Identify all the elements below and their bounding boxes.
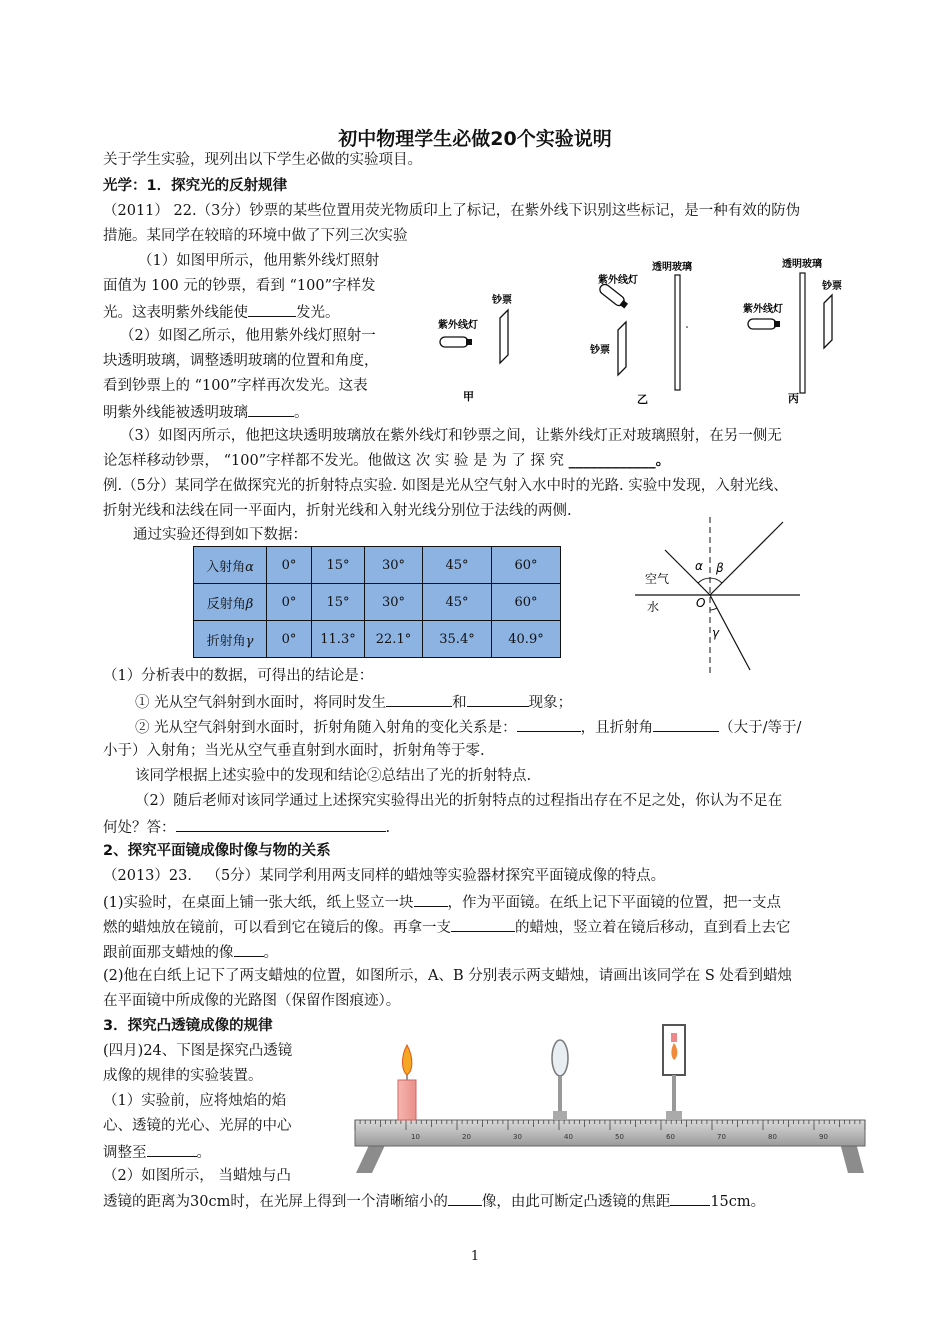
figure-label-jia: 甲 [463,390,474,403]
origin-label: O [696,596,706,610]
blank[interactable] [386,691,452,707]
table-cell: 60° [492,547,561,584]
banknote-label: 钞票 [492,295,512,306]
table-cell: 11.3° [312,621,365,658]
glass-icon [675,275,680,390]
ruler-tick-label: 90 [819,1133,828,1141]
alpha-label: α [695,559,703,573]
blank[interactable] [248,301,296,317]
table-cell: 0° [267,547,312,584]
question-line: (四月)24、下图是探究凸透镜 [103,1043,293,1059]
example-line: 例.（5分）某同学在做探究光的折射特点实验. 如图是光从空气射入水中时的光路. 实验中发现，入射光线、 [103,478,788,494]
blank[interactable] [448,1190,482,1206]
section-3-heading: 3．探究凸透镜成像的规律 [103,1018,273,1034]
answer-blank[interactable] [176,816,386,832]
section-2-heading: 2、探究平面镜成像时像与物的关系 [103,843,331,859]
ruler-tick-label: 80 [768,1133,777,1141]
section-1-heading: 光学：1．探究光的反射规律 [103,178,288,194]
lens-icon [552,1040,568,1120]
table-cell: 15° [312,584,365,621]
part2-line: 明紫外线能被透明玻璃 。 [103,401,309,423]
table-cell: 60° [492,584,561,621]
part2-line: （2）如图乙所示，他用紫外线灯照射一 [120,328,376,344]
refraction-data-table [193,546,561,658]
page-number: 1 [470,1249,480,1264]
question-line: 跟前面那支蜡烛的像 。 [103,941,278,963]
refraction-diagram [625,515,805,675]
uv-lamp-icon [440,337,472,347]
ruler-tick-label: 30 [513,1133,522,1141]
figure-yi [589,260,692,406]
table-cell: 0° [267,621,312,658]
question-line: ① 光从空气斜射到水面时，将同时发生 和 现象； [135,691,572,713]
blank[interactable] [414,891,448,907]
ruler-tick-label: 10 [411,1133,420,1141]
row-label: 反射角β [194,584,267,621]
ruler-tick-label: 60 [666,1133,675,1141]
bench-leg [356,1143,386,1173]
question-line: 透镜的距离为30cm时，在光屏上得到一个清晰缩小的 像，由此可断定凸透镜的焦距 15cm。 [103,1190,765,1212]
ruler-tick-label: 20 [462,1133,471,1141]
question-line: （2013）23． （5分）某同学利用两支同样的蜡烛等实验器材探究平面镜成像的特点。 [103,868,666,884]
table-row [194,547,561,584]
table-cell: 30° [365,584,423,621]
table-row [194,621,561,658]
banknote-label: 钞票 [822,281,842,292]
bench-leg [840,1143,864,1173]
question-line: （2）如图所示， 当蜡烛与凸 [103,1168,291,1184]
uv-lamp-icon [598,282,629,310]
incident-ray [665,550,710,595]
question-line: (1)实验时，在桌面上铺一张大纸，纸上竖立一块 ，作为平面镜。在纸上记下平面镜的位置，把一支点 [103,891,781,913]
page-title: 初中物理学生必做20个实验说明 [338,128,612,150]
blank[interactable] [147,1141,197,1157]
table-cell: 0° [267,584,312,621]
part1-line: （1）如图甲所示，他用紫外线灯照射 [138,253,380,269]
table-cell: 45° [423,547,492,584]
uv-lamp-icon [748,319,780,329]
part1-line: 面值为 100 元的钞票，看到 “100”字样发 [103,278,376,294]
blank[interactable] [467,691,529,707]
part3-line: （3）如图丙所示，他把这块透明玻璃放在紫外线灯和钞票之间，让紫外线灯正对玻璃照射，在另一侧无 [120,428,782,444]
glass-icon [800,273,805,393]
question-line: ② 光从空气斜射到水面时，折射角随入射角的变化关系是： ，且折射角 （大于/等于/ [135,716,801,738]
question-line: 心、透镜的光心、光屏的中心 [103,1118,292,1134]
air-label: 空气 [645,572,670,586]
question-line: （1）分析表中的数据，可得出的结论是： [103,668,374,684]
reflected-ray [710,522,783,595]
table-cell: 15° [312,547,365,584]
banknote-icon [618,322,626,375]
candle-icon [398,1045,416,1120]
uv-lamp-label: 紫外线灯 [743,304,783,315]
figure-bing [743,257,842,405]
water-label: 水 [647,600,660,614]
question-line: （2011） 22.（3分）钞票的某些位置用荧光物质印上了标记，在紫外线下识别这些标记，是一种有效的防伪 [103,203,801,219]
glass-label: 透明玻璃 [782,259,822,270]
uv-lamp-label: 紫外线灯 [598,275,638,286]
table-cell: 40.9° [492,621,561,658]
ruler-tick-label: 70 [717,1133,726,1141]
banknote-label: 钞票 [590,345,610,356]
optical-bench-figure [350,1023,870,1178]
row-label: 折射角γ [194,621,267,658]
question-line: 措施。某同学在较暗的环境中做了下列三次实验 [103,228,408,244]
figure-label-bing: 丙 [788,392,799,405]
question-line: （2）随后老师对该同学通过上述探究实验得出光的折射特点的过程指出存在不足之处，你认为不足在 [135,793,783,809]
figure-jia [438,293,512,403]
row-label: 入射角α [194,547,267,584]
part1-line: 光。这表明紫外线能使 发光。 [103,301,340,323]
blank[interactable] [517,716,581,732]
question-line: 调整至 。 [103,1141,211,1163]
gamma-label: γ [712,626,720,640]
table-cell: 45° [423,584,492,621]
banknote-icon [500,310,508,363]
ruler-tick-label: 40 [564,1133,573,1141]
intro-text: 关于学生实验，现列出以下学生必做的实验项目。 [103,152,422,168]
part2-line: 看到钞票上的 “100”字样再次发光。这表 [103,378,368,394]
question-line: 小于）入射角；当光从空气垂直射到水面时，折射角等于零. [103,743,485,759]
table-cell: 30° [365,547,423,584]
uv-experiment-figure [430,255,850,410]
question-line: （1）实验前，应将烛焰的焰 [103,1093,287,1109]
part3-line: 论怎样移动钞票， “100”字样都不发光。他做这 次 实 验 是 为 了 探 究 ____________。 [103,452,671,469]
table-row [194,584,561,621]
table-cell: 35.4° [423,621,492,658]
question-line: 何处？答： . [103,816,390,838]
question-line: (2)他在白纸上记下了两支蜡烛的位置，如图所示，A、B 分别表示两支蜡烛，请画出该同学在 S 处看到蜡烛 [103,968,792,984]
example-line: 通过实验还得到如下数据： [133,527,307,543]
ruler-tick-label: 50 [615,1133,624,1141]
example-line: 折射光线和法线在同一平面内，折射光线和入射光线分别位于法线的两侧. [103,503,572,519]
screen-icon [663,1025,685,1120]
blank[interactable] [451,916,515,932]
part2-line: 块透明玻璃，调整透明玻璃的位置和角度， [103,353,379,369]
question-line: 在平面镜中所成像的光路图（保留作图痕迹）。 [103,993,401,1009]
blank[interactable] [234,941,264,957]
blank[interactable] [248,401,294,417]
question-line: 该同学根据上述实验中的发现和结论②总结出了光的折射特点. [135,768,532,784]
question-line: 成像的规律的实验装置。 [103,1068,263,1084]
beta-label: β [716,561,724,575]
banknote-icon [824,295,832,348]
blank[interactable] [670,1190,710,1206]
blank[interactable] [653,716,719,732]
glass-label: 透明玻璃 [652,262,692,273]
figure-label-yi: 乙 [637,393,648,406]
table-cell: 22.1° [365,621,423,658]
uv-lamp-label: 紫外线灯 [438,320,478,331]
question-line: 燃的蜡烛放在镜前，可以看到它在镜后的像。再拿一支 的蜡烛，竖立着在镜后移动，直到看上去它 [103,916,791,938]
